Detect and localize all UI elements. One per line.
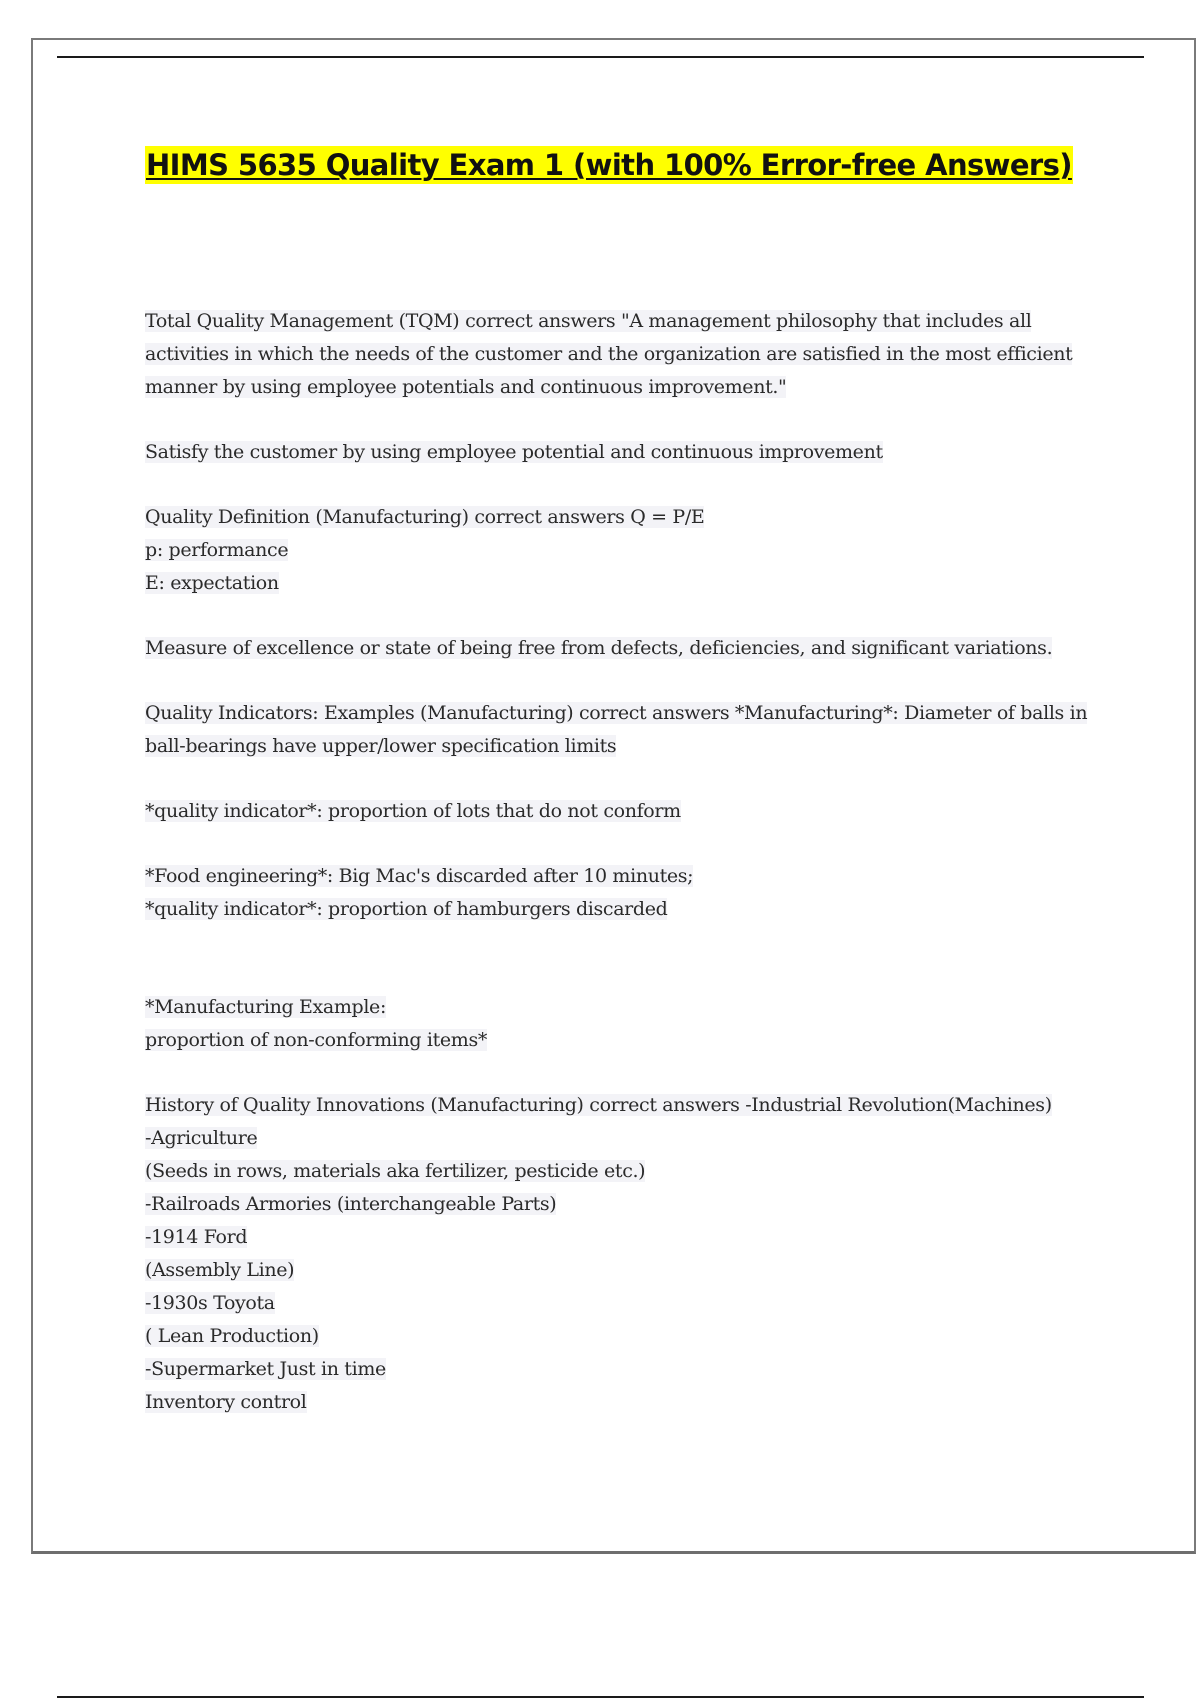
document-body: [145, 305, 1090, 1419]
manufacturing-example: [145, 991, 1090, 1057]
text-line: manner by using employee potentials and continuous improvement.": [145, 376, 787, 398]
measure-of-excellence: [145, 632, 1090, 665]
document-title: HIMS 5635 Quality Exam 1 (with 100% Error-free Answers): [146, 148, 1072, 182]
text-line: *Food engineering*: Big Mac's discarded after 10 minutes;: [145, 865, 694, 887]
text-line: *quality indicator*: proportion of lots that do not conform: [145, 800, 681, 822]
text-line: Quality Definition (Manufacturing) correct answers Q = P/E: [145, 506, 705, 528]
text-line: -1930s Toyota: [145, 1292, 275, 1314]
text-line: Measure of excellence or state of being free from defects, deficiencies, and significant variations.: [145, 637, 1053, 659]
text-line: activities in which the needs of the customer and the organization are satisfied in the most efficient: [145, 343, 1073, 365]
text-line: -Railroads Armories (interchangeable Parts): [145, 1193, 557, 1215]
text-line: (Seeds in rows, materials aka fertilizer, pesticide etc.): [145, 1160, 646, 1182]
food-engineering-example: [145, 860, 1090, 926]
text-line: p: performance: [145, 539, 289, 561]
header-rule: [57, 56, 1144, 58]
text-line: (Assembly Line): [145, 1259, 295, 1281]
quality-indicators: [145, 697, 1090, 763]
text-line: E: expectation: [145, 572, 279, 594]
text-line: *quality indicator*: proportion of hamburgers discarded: [145, 898, 668, 920]
text-line: Inventory control: [145, 1391, 307, 1413]
text-line: *Manufacturing Example:: [145, 996, 386, 1018]
text-line: Quality Indicators: Examples (Manufacturing) correct answers *Manufacturing*: Diameter of balls in: [145, 702, 1088, 724]
text-line: Total Quality Management (TQM) correct answers "A management philosophy that includes all: [145, 310, 1032, 332]
text-line: -Supermarket Just in time: [145, 1358, 386, 1380]
text-line: ( Lean Production): [145, 1325, 319, 1347]
text-line: proportion of non-conforming items*: [145, 1029, 488, 1051]
quality-indicator-lots: [145, 795, 1090, 828]
tqm-definition: [145, 305, 1090, 404]
history-of-quality-innovations: [145, 1089, 1090, 1419]
text-line: -Agriculture: [145, 1127, 258, 1149]
text-line: History of Quality Innovations (Manufacturing) correct answers -Industrial Revolution(Machines): [145, 1094, 1052, 1116]
tqm-summary: [145, 436, 1090, 469]
quality-definition: [145, 501, 1090, 600]
footer-rule: [57, 1696, 1144, 1698]
text-line: Satisfy the customer by using employee potential and continuous improvement: [145, 441, 883, 463]
text-line: -1914 Ford: [145, 1226, 248, 1248]
text-line: ball-bearings have upper/lower specification limits: [145, 735, 617, 757]
